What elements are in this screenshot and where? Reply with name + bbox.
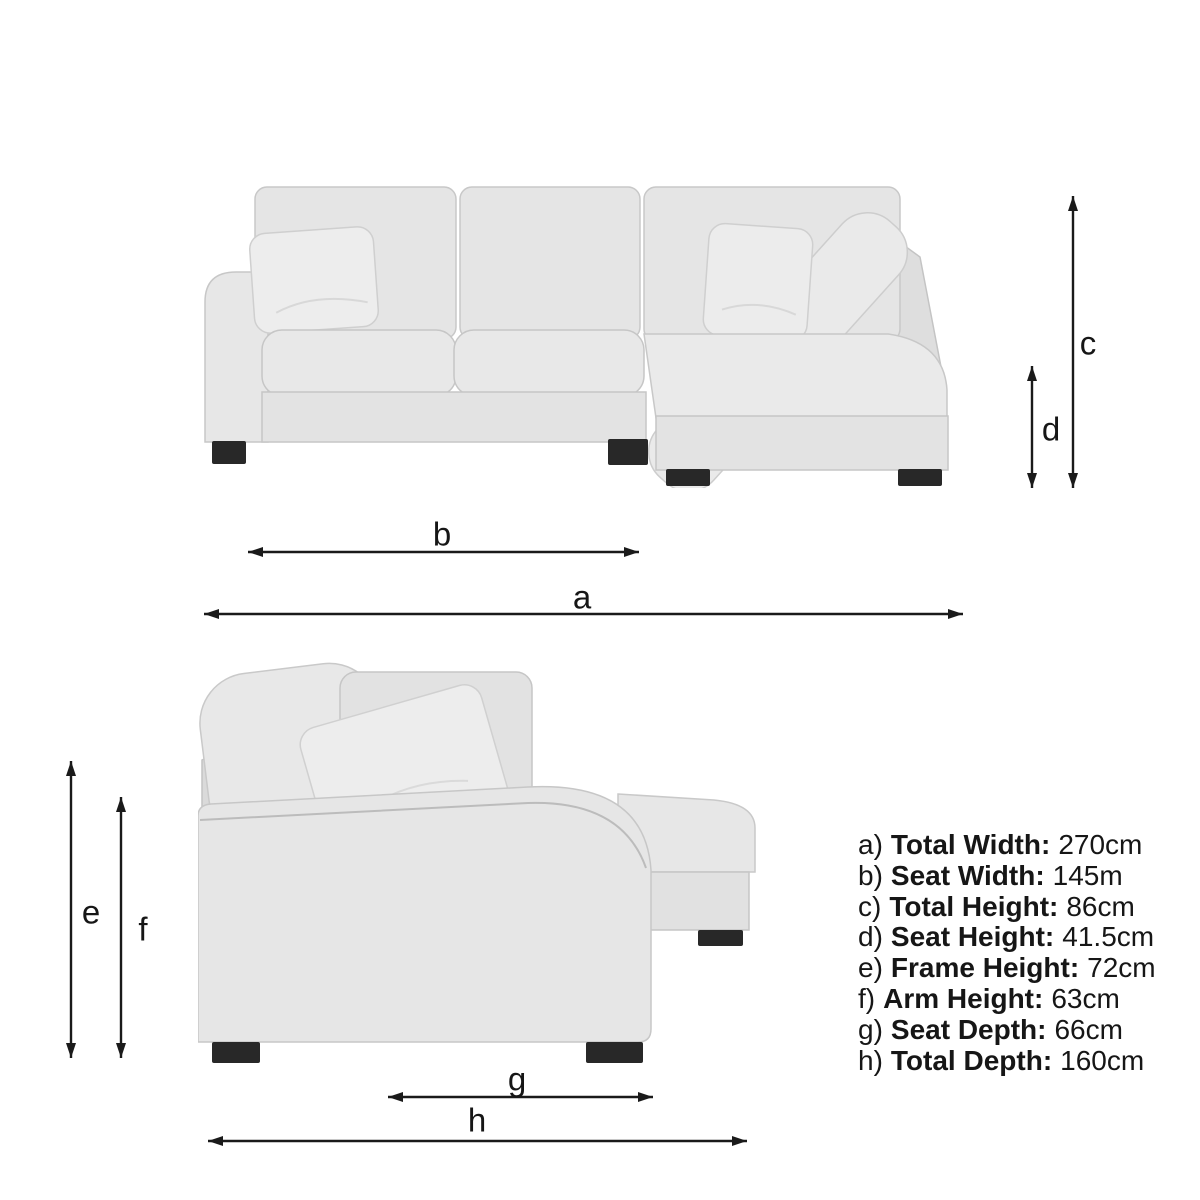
dim-label-f: f — [138, 910, 148, 948]
sofa-foot — [608, 439, 648, 465]
dim-label-a: a — [572, 578, 592, 616]
legend-label: Arm Height: — [883, 982, 1044, 1014]
legend-label: Seat Width: — [890, 859, 1045, 891]
dim-label-d: d — [1041, 410, 1061, 448]
legend-label: Seat Height: — [890, 921, 1055, 953]
legend-label: Total Depth: — [890, 1044, 1053, 1076]
legend-label: Seat Depth: — [890, 1013, 1047, 1045]
legend-prefix: c) — [858, 890, 882, 922]
sofa-foot — [898, 469, 942, 486]
seat-cushion-middle — [454, 330, 644, 396]
chaise-base — [656, 416, 948, 470]
legend-prefix: f) — [858, 982, 876, 1014]
legend-prefix: g) — [858, 1013, 883, 1045]
sofa-base — [262, 392, 646, 442]
sofa-foot — [586, 1042, 643, 1063]
legend-label: Total Height: — [889, 890, 1059, 922]
sofa-foot — [666, 469, 710, 486]
sofa-foot — [698, 930, 743, 946]
legend-value: 145m — [1052, 859, 1123, 891]
legend-value: 41.5cm — [1062, 921, 1155, 953]
dim-label-e: e — [81, 893, 101, 931]
chaise-seat — [644, 334, 947, 418]
legend-item-c — [858, 892, 1156, 923]
legend-label: Frame Height: — [890, 952, 1080, 984]
legend-item-g — [858, 1015, 1156, 1046]
legend-value: 86cm — [1066, 890, 1135, 922]
legend-label: Total Width: — [890, 829, 1051, 860]
legend-prefix: a) — [858, 829, 883, 860]
legend-item-e — [858, 953, 1156, 984]
dim-label-b: b — [432, 515, 452, 553]
sofa-foot — [212, 1042, 260, 1063]
throw-pillow-left — [249, 226, 380, 334]
legend-item-f — [858, 984, 1156, 1015]
legend-prefix: h) — [858, 1044, 883, 1076]
legend-item-d — [858, 922, 1156, 953]
sofa-front-view-illustration — [198, 182, 960, 488]
legend-item-h — [858, 1046, 1156, 1077]
seat-cushion-left — [262, 330, 456, 396]
dimensions-legend — [858, 830, 1156, 1076]
legend-item-b — [858, 861, 1156, 892]
legend-prefix: d) — [858, 921, 883, 953]
dim-label-h: h — [467, 1101, 487, 1139]
legend-value: 63cm — [1051, 982, 1120, 1014]
legend-item-a — [858, 830, 1156, 861]
dim-label-c: c — [1079, 324, 1097, 362]
sofa-side-view-illustration — [198, 658, 758, 1064]
dim-label-g: g — [507, 1060, 527, 1098]
throw-pillow-right — [702, 223, 814, 342]
legend-value: 66cm — [1054, 1013, 1123, 1045]
legend-value: 160cm — [1060, 1044, 1145, 1076]
back-cushion-middle — [460, 187, 640, 339]
legend-value: 72cm — [1087, 952, 1156, 984]
legend-prefix: e) — [858, 952, 883, 984]
sofa-arm-side — [198, 787, 651, 1042]
sofa-foot — [212, 441, 246, 464]
legend-prefix: b) — [858, 859, 883, 891]
legend-value: 270cm — [1058, 829, 1143, 860]
